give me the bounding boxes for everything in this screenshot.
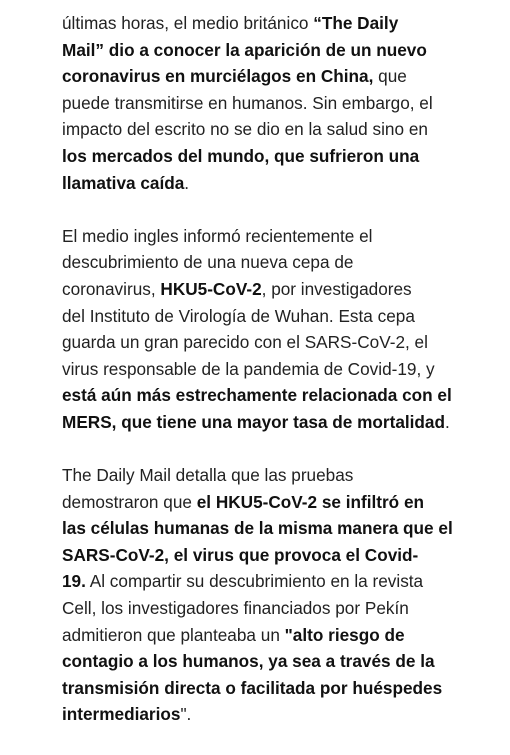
bold-text: "alto riesgo de — [284, 624, 405, 645]
text-run: , por investigadores — [261, 278, 412, 299]
text-line — [62, 329, 502, 356]
text-line — [62, 622, 502, 649]
bold-text: las células humanas de la misma manera que el — [62, 518, 453, 539]
text-line — [62, 542, 502, 569]
bold-text: Mail” dio a conocer la aparición de un nuevo — [62, 39, 427, 60]
article-body — [62, 10, 502, 755]
bold-text: HKU5-CoV-2 — [160, 278, 262, 299]
text-line — [62, 37, 502, 64]
bold-text: MERS, que tiene una mayor tasa de mortalidad — [62, 411, 445, 432]
text-run: The Daily Mail detalla que las pruebas — [62, 465, 354, 486]
text-line — [62, 382, 502, 409]
paragraph — [62, 223, 502, 436]
text-run: que — [373, 66, 407, 87]
text-run: . — [445, 411, 450, 432]
bold-text: 19. — [62, 571, 86, 592]
bold-text: intermediarios — [62, 704, 181, 725]
text-run: últimas horas, el medio británico — [62, 13, 314, 33]
text-run: demostraron que — [62, 491, 197, 512]
bold-text: contagio a los humanos, ya sea a través de la — [62, 651, 435, 672]
text-run: descubrimiento de una nueva cepa de — [62, 252, 354, 273]
text-run: coronavirus, — [62, 278, 161, 299]
text-line — [62, 409, 502, 436]
text-run: ". — [180, 704, 192, 725]
text-run: puede transmitirse en humanos. Sin embargo, el — [62, 92, 433, 113]
text-run: Al compartir su descubrimiento en la revista — [85, 571, 424, 592]
text-line — [62, 356, 502, 383]
text-line — [62, 303, 502, 330]
text-line — [62, 595, 502, 622]
paragraph — [62, 10, 502, 196]
text-line — [62, 143, 502, 170]
text-line — [62, 515, 502, 542]
text-line — [62, 63, 502, 90]
text-line — [62, 568, 502, 595]
text-line — [62, 116, 502, 143]
text-line — [62, 170, 502, 197]
text-run: del Instituto de Virología de Wuhan. Esta cepa — [62, 305, 415, 326]
text-run: El medio ingles informó recientemente el — [62, 225, 373, 246]
bold-text: llamativa caída — [62, 172, 185, 193]
text-run: Cell, los investigadores financiados por Pekín — [62, 598, 409, 619]
text-line — [62, 10, 502, 37]
text-line — [62, 249, 502, 276]
text-line — [62, 223, 502, 250]
bold-text: está aún más estrechamente relacionada con el — [62, 385, 452, 406]
text-line — [62, 701, 502, 728]
text-line — [62, 462, 502, 489]
text-run: impacto del escrito no se dio en la salud sino en — [62, 119, 428, 140]
text-line — [62, 675, 502, 702]
text-run: admitieron que planteaba un — [62, 624, 285, 645]
text-run: virus responsable de la pandemia de Covid-19, y — [62, 358, 435, 379]
bold-text: transmisión directa o facilitada por huéspedes — [62, 677, 443, 698]
bold-text: los mercados del mundo, que sufrieron una — [62, 145, 420, 166]
bold-text: “The Daily — [313, 13, 399, 33]
text-line — [62, 648, 502, 675]
paragraph — [62, 462, 502, 728]
bold-text: coronavirus en murciélagos en China, — [62, 66, 374, 87]
text-run: . — [184, 172, 190, 193]
text-line — [62, 276, 502, 303]
text-line — [62, 90, 502, 117]
bold-text: SARS-CoV-2, el virus que provoca el Covid- — [62, 544, 419, 565]
text-run: guarda un gran parecido con el SARS-CoV-2, el — [62, 332, 428, 353]
bold-text: el HKU5-CoV-2 se infiltró en — [196, 491, 425, 512]
text-line — [62, 489, 502, 516]
